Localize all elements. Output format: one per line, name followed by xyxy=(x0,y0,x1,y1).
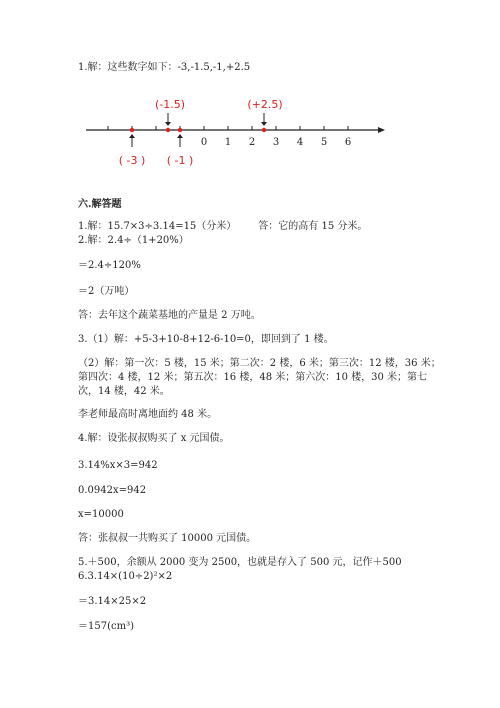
point--1_5-arrow-icon xyxy=(165,122,171,126)
point-2_5-label: (+2.5) xyxy=(247,98,283,111)
problem-4-setup: 4.解：设张叔叔购买了 x 元国债。 xyxy=(78,433,230,444)
problem-3-conclusion: 李老师最高时离地面约 48 米。 xyxy=(78,409,218,420)
problem-3-part-2-line-1: （2）解：第一次：5 楼，15 米；第二次：2 楼，6 米；第三次：12 楼，36 米； xyxy=(78,358,441,369)
tick-label-6: 6 xyxy=(344,137,352,148)
point-2_5-dot xyxy=(262,128,266,132)
problem-5: 5.＋500，余额从 2000 变为 2500，也就是存入了 500 元，记作＋500 xyxy=(78,557,402,568)
problem-3-part-2-line-3: 次，14 楼，42 米。 xyxy=(78,386,170,397)
axis-arrow-icon xyxy=(378,127,385,133)
problem-3-part-1: 3.（1）解：+5-3+10-8+12-6-10=0，即回到了 1 楼。 xyxy=(78,334,334,345)
problem-2-line-2: ＝2.4÷120% xyxy=(78,260,141,271)
problem-2-line-1: 2.解：2.4÷（1+20%） xyxy=(78,235,189,246)
problem-4-equation-1: 3.14%x×3=942 xyxy=(78,460,158,471)
point--1-label: ( -1 ) xyxy=(166,154,194,167)
tick-label-3: 3 xyxy=(272,137,280,148)
tick-label-5: 5 xyxy=(320,137,328,148)
problem-1-solution: 1.解：15.7×3÷3.14=15（分米） xyxy=(78,221,237,232)
tick-label-2: 2 xyxy=(248,137,256,148)
problem-1 xyxy=(78,221,367,233)
tick-label-1: 1 xyxy=(224,137,232,148)
problem-6-line-3: ＝157(cm³) xyxy=(78,621,134,632)
problem-2-line-3: ＝2（万吨） xyxy=(78,286,135,297)
tick-label-0: 0 xyxy=(200,137,208,148)
point--1_5-label: (-1.5) xyxy=(154,98,186,111)
section-title: 六.解答题 xyxy=(78,199,122,210)
problem-3-part-2-line-2: 第四次：4 楼，12 米；第五次：16 楼，48 米；第六次：10 楼，30 米；第七 xyxy=(78,372,428,383)
problem-4-answer: 答：张叔叔一共购买了 10000 元国债。 xyxy=(78,533,257,544)
problem-1-answer: 答：它的高有 15 分米。 xyxy=(258,221,368,232)
point--1-arrow-icon xyxy=(177,134,183,138)
number-line xyxy=(0,0,500,180)
problem-6-line-2: ＝3.14×25×2 xyxy=(78,596,147,607)
problem-2-answer: 答：去年这个蔬菜基地的产量是 2 万吨。 xyxy=(78,310,261,321)
tick-label-4: 4 xyxy=(296,137,304,148)
point-2_5-arrow-icon xyxy=(261,122,267,126)
problem-4-equation-2: 0.0942x=942 xyxy=(78,485,147,496)
problem-6-line-1: 6.3.14×(10÷2)²×2 xyxy=(78,571,173,582)
q1-answer: 1.解：这些数字如下：-3,-1.5,-1,+2.5 xyxy=(78,62,251,73)
point--3-dot xyxy=(130,128,134,132)
point--3-arrow-icon xyxy=(129,134,135,138)
point--1_5-dot xyxy=(166,128,170,132)
point--1-dot xyxy=(178,128,182,132)
point--3-label: ( -3 ) xyxy=(118,154,146,167)
problem-4-equation-3: x=10000 xyxy=(78,509,124,520)
